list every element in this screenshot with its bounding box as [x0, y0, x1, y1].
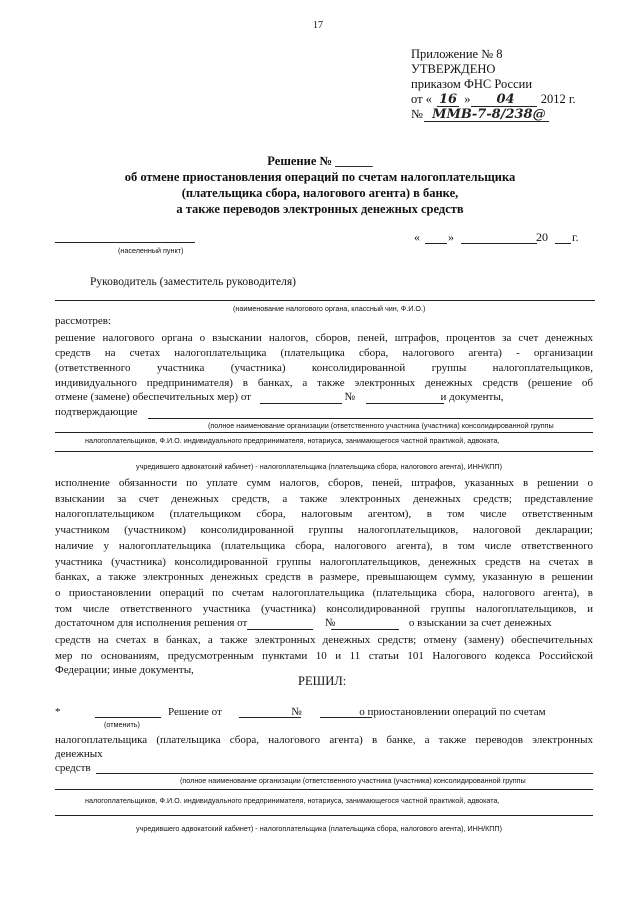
fulfillment-last-line: Федерации; иные документы,	[55, 664, 194, 676]
decision-line-2: налогоплательщика (плательщика сбора, налогового агента) в банке, а также переводов электронных	[55, 734, 593, 746]
fulfillment-text-end: средств на счетах в банках, а также электронных денежных средств; отмену (замену) обеспечительных мер по основаниям, предусмотренным пунктами 10 и 11 статьи 101 Налогового кодекса Российской	[55, 634, 593, 662]
decision-line-1: Решение от № о приостановлении операций по счетам	[168, 706, 546, 718]
org-label-1: (полное наименование организации (ответственного участника (участника) консолидированной группы	[208, 421, 554, 430]
org-label-3-repeat: учредившего адвокатский кабинет) - налогоплательщика (плательщика сбора, налогового агента), ИНН/КПП)	[136, 824, 502, 833]
head-sublabel: (наименование налогового органа, классный чин, Ф.И.О.)	[233, 304, 426, 313]
decision-bullet: *	[55, 706, 61, 718]
head-text: Руководитель (заместитель руководителя)	[90, 276, 296, 288]
approval-month: 04	[496, 92, 515, 107]
date-line: « » 20 г.	[414, 230, 579, 244]
decision-line-4: средств	[55, 762, 91, 774]
considered-label: рассмотрев:	[55, 315, 112, 327]
fulfillment-line-10: достаточном для исполнения решения от № о взыскании за счет денежных	[55, 617, 552, 629]
org-label-2-repeat: налогоплательщиков, Ф.И.О. индивидуального предпринимателя, нотариуса, занимающегося частной практикой, адвоката,	[85, 796, 500, 805]
appendix-label: Приложение № 8	[411, 47, 503, 61]
org-label-2: налогоплательщиков, Ф.И.О. индивидуального предпринимателя, нотариуса, занимающегося частной практикой, адвоката,	[85, 436, 500, 445]
considered-line-5: отмене (замене) обеспечительных мер) от № и документы,	[55, 391, 504, 403]
considered-line-6: подтверждающие	[55, 406, 138, 418]
decided-heading: РЕШИЛ:	[298, 674, 347, 688]
fulfillment-text: исполнение обязанности по уплате сумм налогов, сборов, пеней, штрафов, указанных в решении о взыскании за счет денежных средств, а также электронных денежных средств; представление налогоплательщиком (плательщиком сбора, налоговым агентом), в том числе ответственным участником (участником) консолидированной группы налогоплательщиков, налоговой декларации; наличие у налогоплательщика (плательщика сбора, налогового агента), в том числе ответственного участника (участника) консолидированной группы налогоплательщиков, денежных средств на счетах в банках, а также электронных денежных средств в размере, превышающем сумму, указанную в решении о приостановлении операций по счетам налогоплательщика (плательщика сбора, налогового агента), в том числе ответственного участника (участника) консолидированной группы налогоплательщиков, и	[55, 477, 593, 615]
title-line-2: об отмене приостановления операций по счетам налогоплательщика	[124, 170, 516, 184]
approval-day: 16	[439, 92, 458, 107]
order-label: приказом ФНС России	[411, 77, 533, 91]
page-number: 17	[313, 20, 323, 31]
cancel-label: (отменить)	[104, 720, 140, 729]
decision-line-3: денежных	[55, 748, 103, 760]
approval-number: ММВ-7-8/238@	[432, 107, 546, 122]
approval-number-row: № ММВ-7-8/238@	[411, 107, 546, 122]
org-label-3: учредившего адвокатский кабинет) - налогоплательщика (плательщика сбора, налогового агента), ИНН/КПП)	[136, 462, 502, 471]
title-line-3: (плательщика сбора, налогового агента) в банке,	[181, 186, 459, 200]
approved-label: УТВЕРЖДЕНО	[411, 62, 496, 76]
considered-text: решение налогового органа о взыскании налогов, сборов, пеней, штрафов, процентов за счет денежных средств на счетах налогоплательщика (плательщика сбора, налогового агента) - организации (ответственного участника (участника) консолидированной группы налогоплательщиков, индивидуального предпринимателя) в банках, а также электронных денежных средств (решение об	[55, 332, 593, 389]
org-label-1-repeat: (полное наименование организации (ответственного участника (участника) консолидированной группы	[180, 776, 526, 785]
title-line-4: а также переводов электронных денежных средств	[176, 202, 464, 216]
decision-title: Решение № ______	[267, 154, 373, 168]
approval-date-row: от « 16 » 04 2012 г.	[411, 92, 576, 107]
place-label: (населенный пункт)	[118, 246, 184, 255]
